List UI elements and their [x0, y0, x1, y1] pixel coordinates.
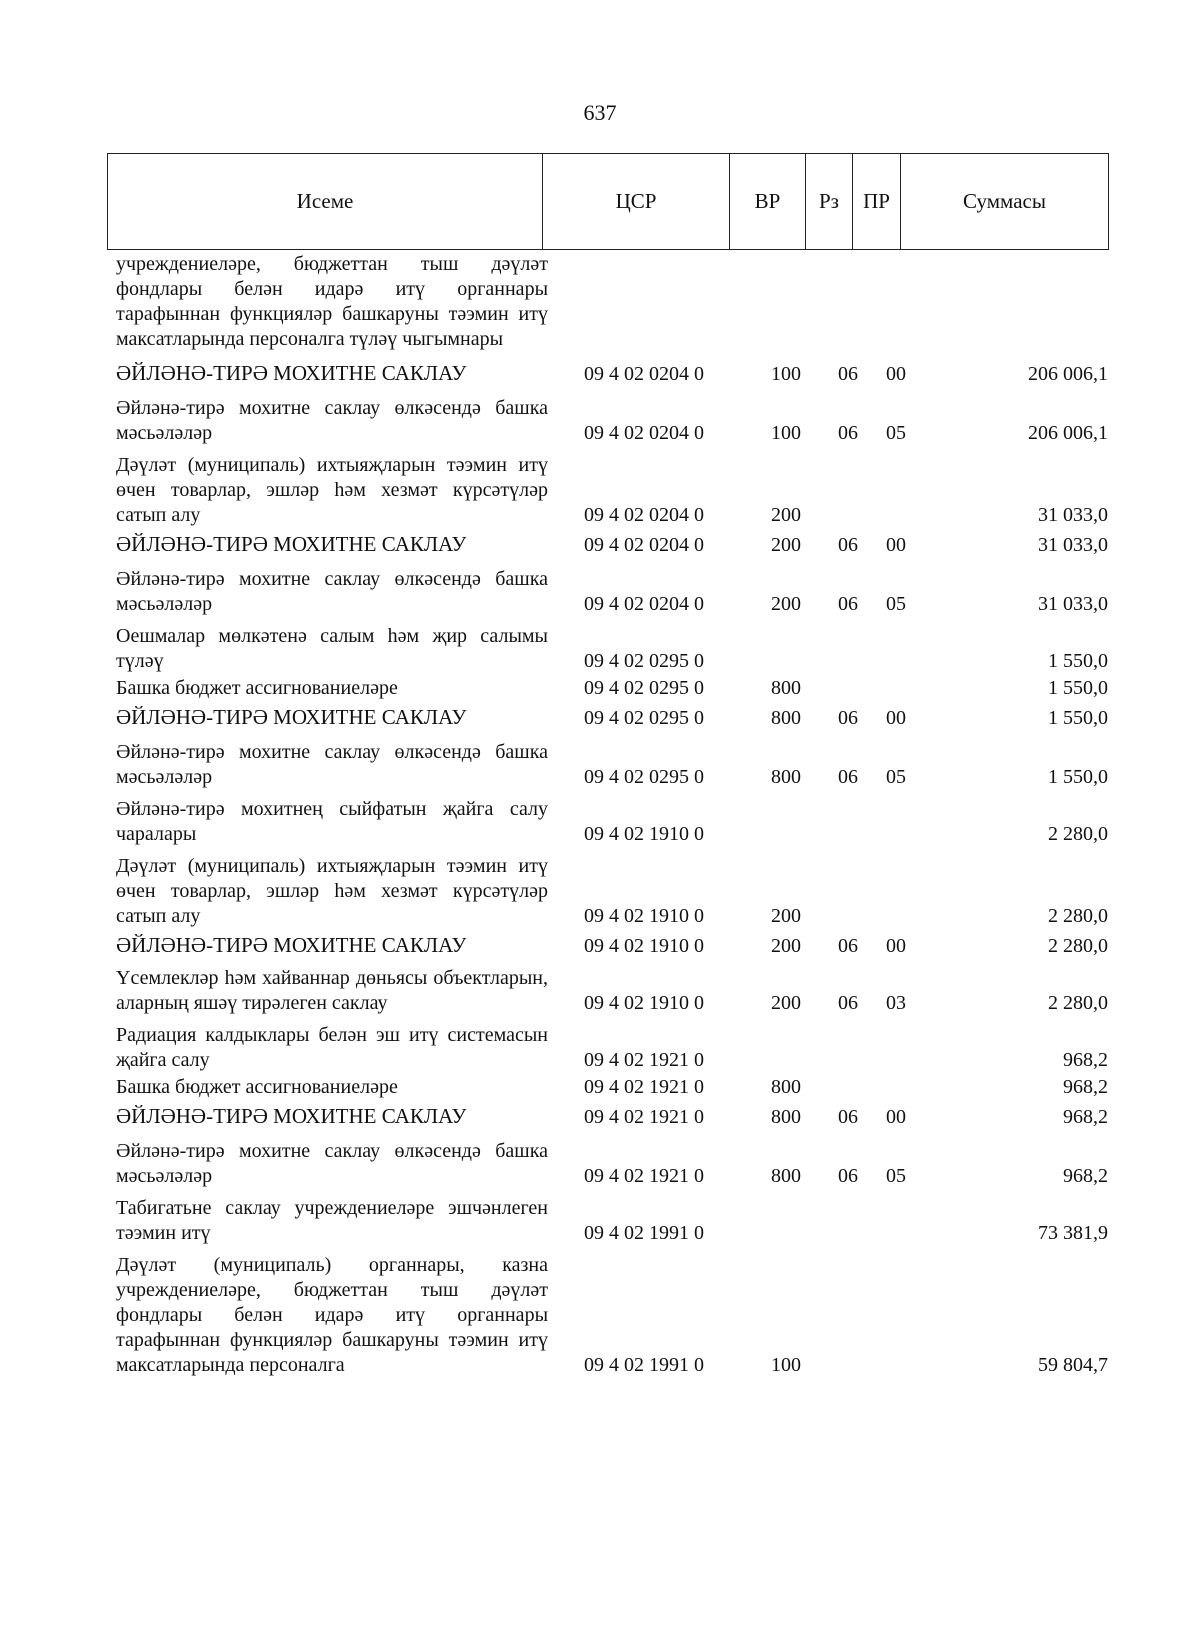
row-sum: 968,2 [1063, 1049, 1108, 1071]
row-name: Дәүләт (муниципаль) органнары, казна учреждениеләре, бюджеттан тыш дәүләт фондлары белән идарә итү органнары тарафыннан функцияләр башкаруны тәэмин итү максатларында персоналга [116, 1254, 548, 1376]
table-row [0, 676, 1200, 701]
row-sum: 2 280,0 [1048, 935, 1108, 957]
row-vr: 200 [771, 593, 801, 615]
table-row [0, 1102, 1200, 1130]
row-name: Оешмалар мөлкәтенә салым һәм җир салымы түләү [116, 625, 548, 672]
row-sum: 968,2 [1063, 1106, 1108, 1128]
header-csr: ЦСР [543, 154, 730, 250]
row-vr: 800 [771, 1076, 801, 1098]
table-row [0, 1253, 1200, 1378]
row-sum: 1 550,0 [1048, 766, 1108, 788]
row-rz: 06 [838, 935, 858, 957]
header-sum: Суммасы [901, 154, 1109, 250]
header-pr: ПР [853, 154, 901, 250]
row-rz: 06 [838, 534, 858, 556]
row-pr: 00 [886, 935, 906, 957]
header-rz: Рз [806, 154, 853, 250]
table-row [0, 966, 1200, 1016]
row-csr-code: 09 4 02 1910 0 [584, 992, 704, 1014]
row-name: Радиация калдыклары белән эш итү системасын җайга салу [116, 1024, 548, 1071]
row-csr-code: 09 4 02 1991 0 [584, 1354, 704, 1376]
row-vr: 200 [771, 935, 801, 957]
row-vr: 800 [771, 766, 801, 788]
row-vr: 800 [771, 707, 801, 729]
row-name: Әйләнә-тирә мохитне саклау өлкәсендә башка мәсьәләләр [116, 1140, 548, 1187]
row-csr-code: 09 4 02 1921 0 [584, 1106, 704, 1128]
table-row [0, 1196, 1200, 1246]
row-csr-code: 09 4 02 1921 0 [584, 1165, 704, 1187]
row-rz: 06 [838, 363, 858, 385]
row-rz: 06 [838, 992, 858, 1014]
row-name: Әйләнә-тирә мохитне саклау өлкәсендә башка мәсьәләләр [116, 568, 548, 615]
row-sum: 206 006,1 [1028, 422, 1108, 444]
row-csr-code: 09 4 02 1910 0 [584, 905, 704, 927]
row-csr-code: 09 4 02 1991 0 [584, 1222, 704, 1244]
header-name: Исеме [108, 154, 543, 250]
row-name: Әйләнә-тирә мохитне саклау өлкәсендә башка мәсьәләләр [116, 741, 548, 788]
row-name: ӘЙЛӘНӘ-ТИРӘ МОХИТНЕ САКЛАУ [116, 705, 467, 729]
row-sum: 2 280,0 [1048, 992, 1108, 1014]
row-sum: 31 033,0 [1038, 593, 1108, 615]
table-row [0, 453, 1200, 528]
row-csr-code: 09 4 02 0295 0 [584, 677, 704, 699]
row-name: ӘЙЛӘНӘ-ТИРӘ МОХИТНЕ САКЛАУ [116, 933, 467, 957]
table-row [0, 624, 1200, 674]
row-name: Үсемлекләр һәм хайваннар дөньясы объектларын, аларның яшәү тирәлеген саклау [116, 967, 548, 1014]
page-number: 637 [583, 100, 617, 125]
table-row [0, 1023, 1200, 1073]
row-sum: 73 381,9 [1038, 1222, 1108, 1244]
table-row [0, 703, 1200, 731]
row-csr-code: 09 4 02 1910 0 [584, 823, 704, 845]
table-row [0, 396, 1200, 446]
row-vr: 200 [771, 534, 801, 556]
row-csr-code: 09 4 02 0204 0 [584, 504, 704, 526]
row-name: Табигатьне саклау учреждениеләре эшчәнлеген тәэмин итү [116, 1197, 548, 1244]
row-name: Дәүләт (муниципаль) ихтыяҗларын тәэмин итү өчен товарлар, эшләр һәм хезмәт күрсәтүләр сатып алу [116, 454, 548, 526]
row-pr: 03 [886, 992, 906, 1014]
row-rz: 06 [838, 422, 858, 444]
row-csr-code: 09 4 02 1921 0 [584, 1076, 704, 1098]
row-name: Әйләнә-тирә мохитнең сыйфатын җайга салу чаралары [116, 798, 548, 845]
row-name: ӘЙЛӘНӘ-ТИРӘ МОХИТНЕ САКЛАУ [116, 1104, 467, 1128]
row-sum: 1 550,0 [1048, 707, 1108, 729]
row-csr-code: 09 4 02 1910 0 [584, 935, 704, 957]
row-vr: 100 [771, 1354, 801, 1376]
row-pr: 00 [886, 1106, 906, 1128]
row-pr: 05 [886, 593, 906, 615]
row-name: Дәүләт (муниципаль) ихтыяҗларын тәэмин итү өчен товарлар, эшләр һәм хезмәт күрсәтүләр сатып алу [116, 855, 548, 927]
row-rz: 06 [838, 707, 858, 729]
row-pr: 00 [886, 707, 906, 729]
table-row [0, 931, 1200, 959]
row-rz: 06 [838, 1165, 858, 1187]
table-row [0, 359, 1200, 387]
row-sum: 968,2 [1063, 1165, 1108, 1187]
table-row [0, 1075, 1200, 1100]
table-header [107, 153, 1109, 250]
row-name: ӘЙЛӘНӘ-ТИРӘ МОХИТНЕ САКЛАУ [116, 532, 467, 556]
row-vr: 800 [771, 1106, 801, 1128]
table-row [0, 1139, 1200, 1189]
row-vr: 200 [771, 992, 801, 1014]
row-sum: 2 280,0 [1048, 905, 1108, 927]
row-name: Әйләнә-тирә мохитне саклау өлкәсендә башка мәсьәләләр [116, 397, 548, 444]
row-sum: 2 280,0 [1048, 823, 1108, 845]
row-rz: 06 [838, 1106, 858, 1128]
row-csr-code: 09 4 02 0204 0 [584, 593, 704, 615]
row-sum: 31 033,0 [1038, 504, 1108, 526]
row-name: Башка бюджет ассигнованиеләре [116, 677, 398, 699]
row-sum: 1 550,0 [1048, 677, 1108, 699]
row-pr: 00 [886, 534, 906, 556]
row-csr-code: 09 4 02 0204 0 [584, 422, 704, 444]
row-sum: 31 033,0 [1038, 534, 1108, 556]
table-row [0, 797, 1200, 847]
row-csr-code: 09 4 02 0204 0 [584, 363, 704, 385]
table-row [0, 252, 1200, 352]
row-vr: 800 [771, 677, 801, 699]
table-row [0, 854, 1200, 929]
row-rz: 06 [838, 593, 858, 615]
row-csr-code: 09 4 02 0295 0 [584, 766, 704, 788]
row-sum: 1 550,0 [1048, 650, 1108, 672]
table-body [0, 252, 1200, 1378]
table-row [0, 530, 1200, 558]
row-sum: 968,2 [1063, 1076, 1108, 1098]
row-name: ӘЙЛӘНӘ-ТИРӘ МОХИТНЕ САКЛАУ [116, 361, 467, 385]
table-row [0, 740, 1200, 790]
row-pr: 05 [886, 766, 906, 788]
row-pr: 00 [886, 363, 906, 385]
row-csr-code: 09 4 02 0295 0 [584, 707, 704, 729]
row-pr: 05 [886, 422, 906, 444]
row-sum: 59 804,7 [1038, 1354, 1108, 1376]
row-rz: 06 [838, 766, 858, 788]
row-vr: 800 [771, 1165, 801, 1187]
row-name: Башка бюджет ассигнованиеләре [116, 1076, 398, 1098]
row-vr: 200 [771, 504, 801, 526]
row-csr-code: 09 4 02 1921 0 [584, 1049, 704, 1071]
row-csr-code: 09 4 02 0204 0 [584, 534, 704, 556]
row-sum: 206 006,1 [1028, 363, 1108, 385]
row-vr: 200 [771, 905, 801, 927]
row-vr: 100 [771, 363, 801, 385]
table-row [0, 567, 1200, 617]
row-pr: 05 [886, 1165, 906, 1187]
row-name: учреждениеләре, бюджеттан тыш дәүләт фондлары белән идарә итү органнары тарафыннан функцияләр башкаруны тәэмин итү максатларында персоналга түләү чыгымнары [116, 253, 548, 350]
row-vr: 100 [771, 422, 801, 444]
row-csr-code: 09 4 02 0295 0 [584, 650, 704, 672]
header-vr: ВР [730, 154, 806, 250]
